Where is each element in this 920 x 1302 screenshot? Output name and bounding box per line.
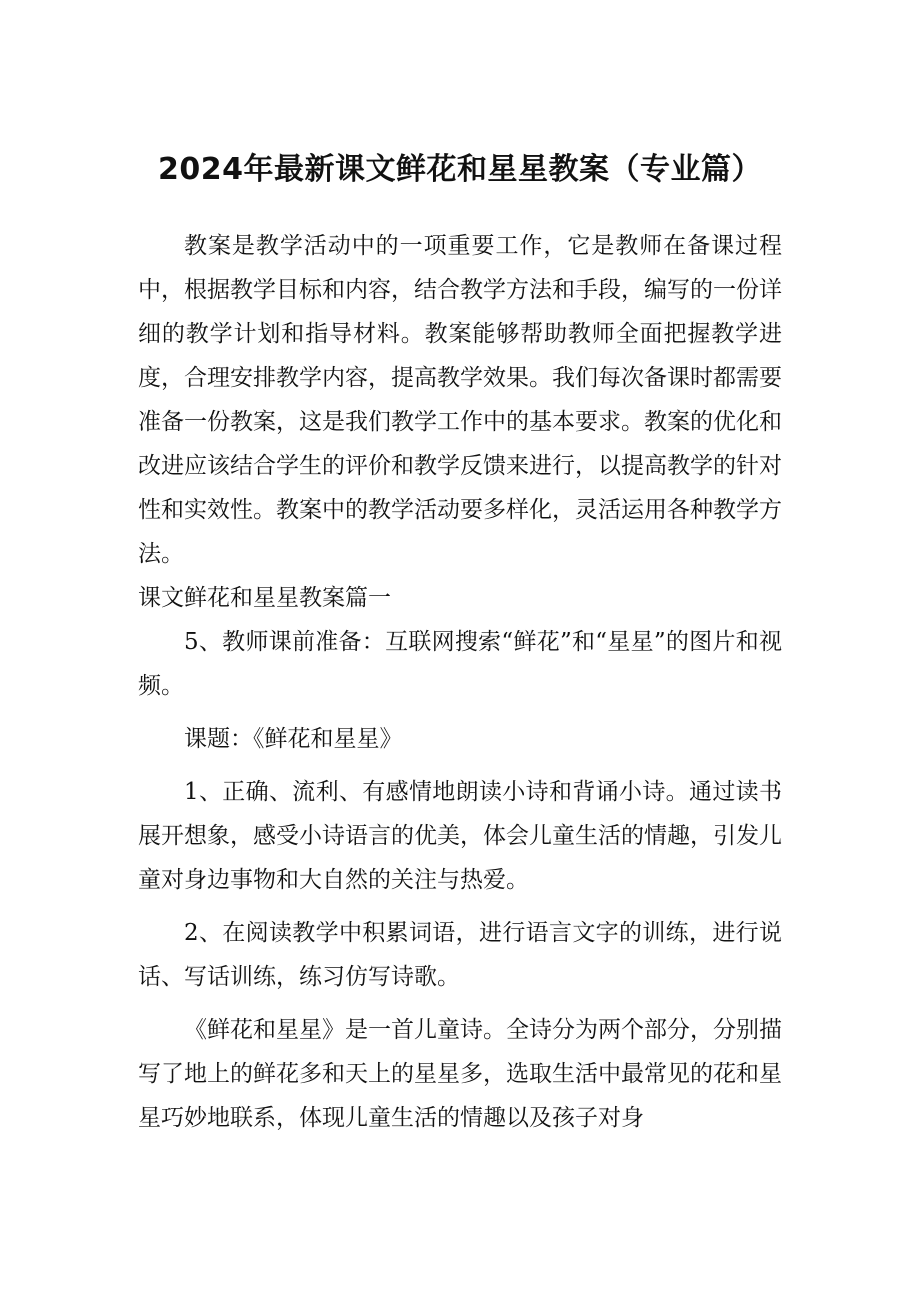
poem-description-paragraph: 《鲜花和星星》是一首儿童诗。全诗分为两个部分，分别描写了地上的鲜花多和天上的星星多，选取生活中最常见的花和星星巧妙地联系，体现儿童生活的情趣以及孩子对身 <box>138 1017 782 1131</box>
section-heading: 课文鲜花和星星教案篇一 <box>138 585 391 611</box>
objective-2-paragraph: 2、在阅读教学中积累词语，进行语言文字的训练，进行说话、写话训练，练习仿写诗歌。 <box>138 920 782 990</box>
preparation-paragraph: 5、教师课前准备：互联网搜索“鲜花”和“星星”的图片和视频。 <box>138 629 782 699</box>
lesson-title-paragraph: 课题：《鲜花和星星》 <box>184 726 403 752</box>
objective-1-paragraph: 1、正确、流利、有感情地朗读小诗和背诵小诗。通过读书展开想象，感受小诗语言的优美，体会儿童生活的情趣，引发儿童对身边事物和大自然的关注与热爱。 <box>138 779 782 893</box>
document-body <box>138 224 782 1140</box>
intro-paragraph: 教案是教学活动中的一项重要工作，它是教师在备课过程中，根据教学目标和内容，结合教学方法和手段，编写的一份详细的教学计划和指导材料。教案能够帮助教师全面把握教学进度，合理安排教学内容，提高教学效果。我们每次备课时都需要准备一份教案，这是我们教学工作中的基本要求。教案的优化和改进应该结合学生的评价和教学反馈来进行，以提高教学的针对性和实效性。教案中的教学活动要多样化，灵活运用各种教学方法。 <box>138 233 782 567</box>
document-title: 2024年最新课文鲜花和星星教案（专业篇） <box>158 152 762 187</box>
